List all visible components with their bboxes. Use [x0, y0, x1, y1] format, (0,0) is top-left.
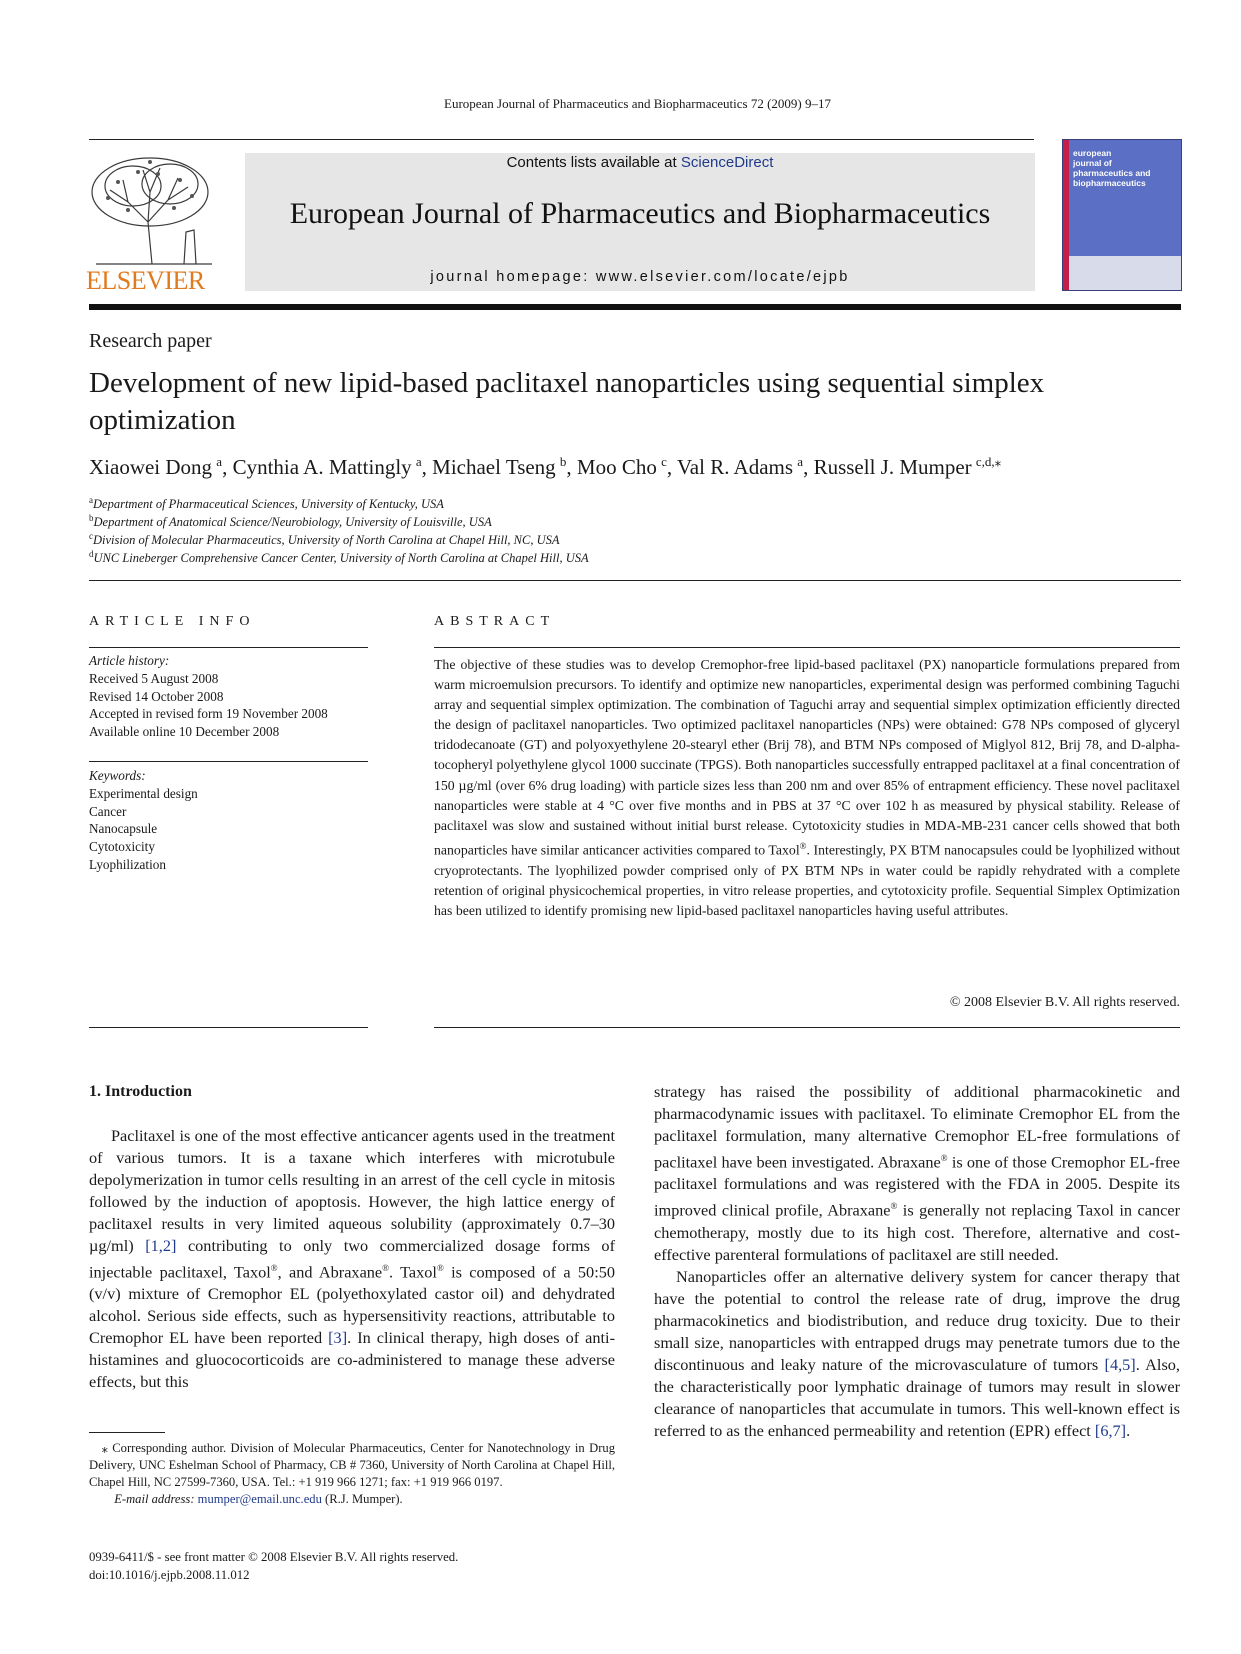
article-type: Research paper: [89, 330, 212, 352]
email-link[interactable]: mumper@email.unc.edu: [197, 1492, 322, 1506]
keywords: [89, 767, 369, 874]
section-heading-introduction: 1. Introduction: [89, 1083, 192, 1100]
cover-bottom-band: [1069, 256, 1181, 290]
elsevier-wordmark: ELSEVIER: [86, 266, 205, 295]
keyword: Lyophilization: [89, 856, 166, 872]
doi-line[interactable]: doi:10.1016/j.ejpb.2008.11.012: [89, 1568, 250, 1582]
abstract-text: The objective of these studies was to develop Cremophor-free lipid-based paclitaxel (PX) nanoparticle formulations prepared from warm microemulsion precursors. To identify and optimize new nanoparticles, experimental design was performed combining Taguchi array and sequential simplex optimization. The combination of Taguchi array and sequential simplex optimization efficiently directed the design of paclitaxel nanoparticles. Two optimized paclitaxel nanoparticles (NPs) were obtained: G78 NPs composed of glyceryl tridodecanoate (GT) and polyoxyethylene 20-stearyl ether (Brij 78), and BTM NPs composed of Miglyol 812, Brij 78, and D-alpha-tocopheryl polyethylene glycol 1000 succinate (TPGS). Both nanoparticles successfully entrapped paclitaxel at a final concentration of 150 µg/ml (over 6% drug loading) with particle sizes less than 200 nm and over 85% of entrapment efficiency. These novel paclitaxel nanoparticles were stable at 4 °C over five months and in PBS at 37 °C over 102 h as measured by physical stability. Release of paclitaxel was slow and sustained without initial burst release. Cytotoxicity studies in MDA-MB-231 cancer cells showed that both nanoparticles have similar anticancer activities compared to Taxol®. Interestingly, PX BTM nanocapsules could be lyophilized without cryoprotectants. The lyophilized powder comprised only of PX BTM NPs in water could be rapidly rehydrated with a complete retention of original physicochemical properties, in vitro release properties, and cytotoxicity profile. Sequential Simplex Optimization has been utilized to identify promising new lipid-based paclitaxel nanoparticles having useful attributes.: [434, 657, 1180, 918]
journal-cover-image: [1062, 139, 1182, 291]
corresponding-author-footnote: ⁎ Corresponding author. Division of Molecular Pharmaceutics, Center for Nanotechnology in Drug Delivery, UNC Eshelman School of Pharmacy, CB # 7360, University of North Carolina at Chapel Hill, Chapel Hill, NC 27599-7360, USA. Tel.: +1 919 966 1271; fax: +1 919 966 0197. E-mail address: mumper@email.unc.edu (R.J. Mumper).: [89, 1441, 615, 1506]
author-affiliation-mark: a: [415, 454, 422, 469]
author-affiliation-mark: a: [216, 454, 223, 469]
body-column-left: [89, 1125, 615, 1393]
author-name[interactable]: Xiaowei Dong: [89, 455, 213, 479]
contents-line: [245, 153, 1035, 171]
keyword: Cancer: [89, 803, 127, 819]
author-list: Xiaowei Dong $^a$, Cynthia A. Mattingly $^a$, Michael Tseng $^b$, Moo Cho $^c$, Val R. Adams $^a$, Russell J. Mumper $^{c,d,⁎}$: [89, 454, 1002, 479]
keywords-label: Keywords:: [89, 768, 146, 783]
author-affiliation-mark: c,d,⁎: [975, 454, 1002, 469]
author-affiliation-mark: b: [559, 454, 567, 469]
citation-link[interactable]: [3]: [328, 1328, 348, 1348]
header-rule: [89, 139, 1034, 140]
affiliation: $^b$Department of Anatomical Science/Neurobiology, University of Louisville, USA: [89, 513, 492, 530]
keyword: Cytotoxicity: [89, 839, 155, 855]
author-affiliation-mark: c: [661, 454, 667, 469]
history-entry: Available online 10 December 2008: [89, 724, 280, 740]
affiliation: $^d$UNC Lineberger Comprehensive Cancer Center, University of North Carolina at Chapel Hill, USA: [89, 549, 589, 566]
citation-link[interactable]: [6,7]: [1094, 1420, 1127, 1440]
citation-link[interactable]: [4,5]: [1104, 1354, 1136, 1374]
article-info-rule: [89, 647, 368, 648]
abstract-heading: ABSTRACT: [434, 614, 556, 629]
author-name[interactable]: Val R. Adams: [676, 455, 794, 479]
author-affiliation-mark: a: [797, 454, 804, 469]
abstract-copyright: © 2008 Elsevier B.V. All rights reserved.: [949, 995, 1180, 1010]
front-matter: [89, 1548, 689, 1584]
footnote-rule: [89, 1432, 165, 1433]
paragraph: Paclitaxel is one of the most effective anticancer agents used in the treatment of various tumors. It is a taxane which interferes with microtubule depolymerization in tumor cells resulting in an arrest of the cell cycle in mitosis followed by the induction of apoptosis. However, the high lattice energy of paclitaxel results in very limited aqueous solubility (approximately 0.7–30 µg/ml) [1,2] contributing to only two commercialized dosage forms of injectable paclitaxel, Taxol®, and Abraxane®. Taxol® is composed of a 50:50 (v/v) mixture of Cremophor EL (polyethoxylated castor oil) and dehydrated alcohol. Serious side effects, such as hypersensitivity reactions, attributable to Cremophor EL have been reported [3]. In clinical therapy, high doses of anti-histamines and gluococorticoids are co-administered to manage these adverse effects, but this: [89, 1126, 615, 1392]
issn-line: 0939-6411/$ - see front matter © 2008 Elsevier B.V. All rights reserved.: [89, 1550, 459, 1564]
author-name[interactable]: Moo Cho: [576, 455, 657, 479]
article-history: [89, 652, 369, 741]
title-block-rule: [89, 580, 1181, 581]
article-info-bottom-rule: [89, 1027, 368, 1028]
citation-link[interactable]: [1,2]: [145, 1236, 177, 1255]
paragraph: Nanoparticles offer an alternative delivery system for cancer therapy that have the potential to control the release rate of drug, improve the drug pharmacokinetics and biodistribution, and reduce drug toxicity. Due to their small size, nanoparticles with entrapped drugs may penetrate tumors due to the discontinuous and leaky nature of the microvasculature of tumors [4,5]. Also, the characteristically poor lymphatic drainage of tumors may result in slower clearance of nanoparticles that accumulate in tumors. This well-known effect is referred to as the enhanced permeability and retention (EPR) effect [6,7].: [654, 1266, 1180, 1440]
history-entry: Accepted in revised form 19 November 2008: [89, 706, 328, 722]
article-info-heading: ARTICLE INFO: [89, 614, 256, 629]
masthead-rule: [89, 304, 1181, 310]
author-name[interactable]: Michael Tseng: [432, 455, 556, 479]
history-label: Article history:: [89, 653, 170, 668]
journal-homepage[interactable]: journal homepage: www.elsevier.com/locate/ejpb: [430, 269, 850, 285]
abstract-bottom-rule: [434, 1027, 1180, 1028]
keyword: Nanocapsule: [89, 821, 158, 837]
keyword: Experimental design: [89, 785, 198, 801]
history-entry: Received 5 August 2008: [89, 670, 219, 686]
keywords-rule: [89, 761, 368, 762]
journal-banner: [245, 153, 1035, 291]
paragraph: strategy has raised the possibility of additional pharmacokinetic and pharmacodynamic issues with paclitaxel. To eliminate Cremophor EL from the paclitaxel formulation, many alternative Cremophor EL-free formulations of paclitaxel have been investigated. Abraxane® is one of those Cremophor EL-free paclitaxel formulations and was registered with the FDA in 2005. Despite its improved clinical profile, Abraxane® is generally not replacing Taxol in cancer chemotherapy, mostly due to its high cost. Therefore, alternative and cost-effective parenteral formulations of paclitaxel are still needed.: [654, 1082, 1181, 1264]
cover-title: european journal of pharmaceutics and biopharmaceutics: [1073, 148, 1151, 188]
author-name[interactable]: Cynthia A. Mattingly: [232, 455, 412, 479]
abstract-rule: [434, 647, 1180, 648]
body-column-right: [654, 1081, 1180, 1442]
journal-citation: European Journal of Pharmaceutics and Biopharmaceutics 72 (2009) 9–17: [444, 96, 831, 111]
journal-name: European Journal of Pharmaceutics and Biopharmaceutics: [289, 197, 991, 230]
footnote-mark: ⁎: [101, 1441, 108, 1455]
affiliation: $^c$Division of Molecular Pharmaceutics, University of North Carolina at Chapel Hill, NC, USA: [89, 531, 560, 548]
article-title: Development of new lipid-based paclitaxel nanoparticles using sequential simplex optimization: [89, 367, 1045, 436]
author-name[interactable]: Russell J. Mumper: [813, 455, 972, 479]
history-entry: Revised 14 October 2008: [89, 688, 224, 704]
contents-prefix: Contents lists available at: [506, 154, 681, 171]
sciencedirect-link[interactable]: ScienceDirect: [680, 154, 774, 171]
affiliation: $^a$Department of Pharmaceutical Sciences, University of Kentucky, USA: [89, 495, 444, 512]
